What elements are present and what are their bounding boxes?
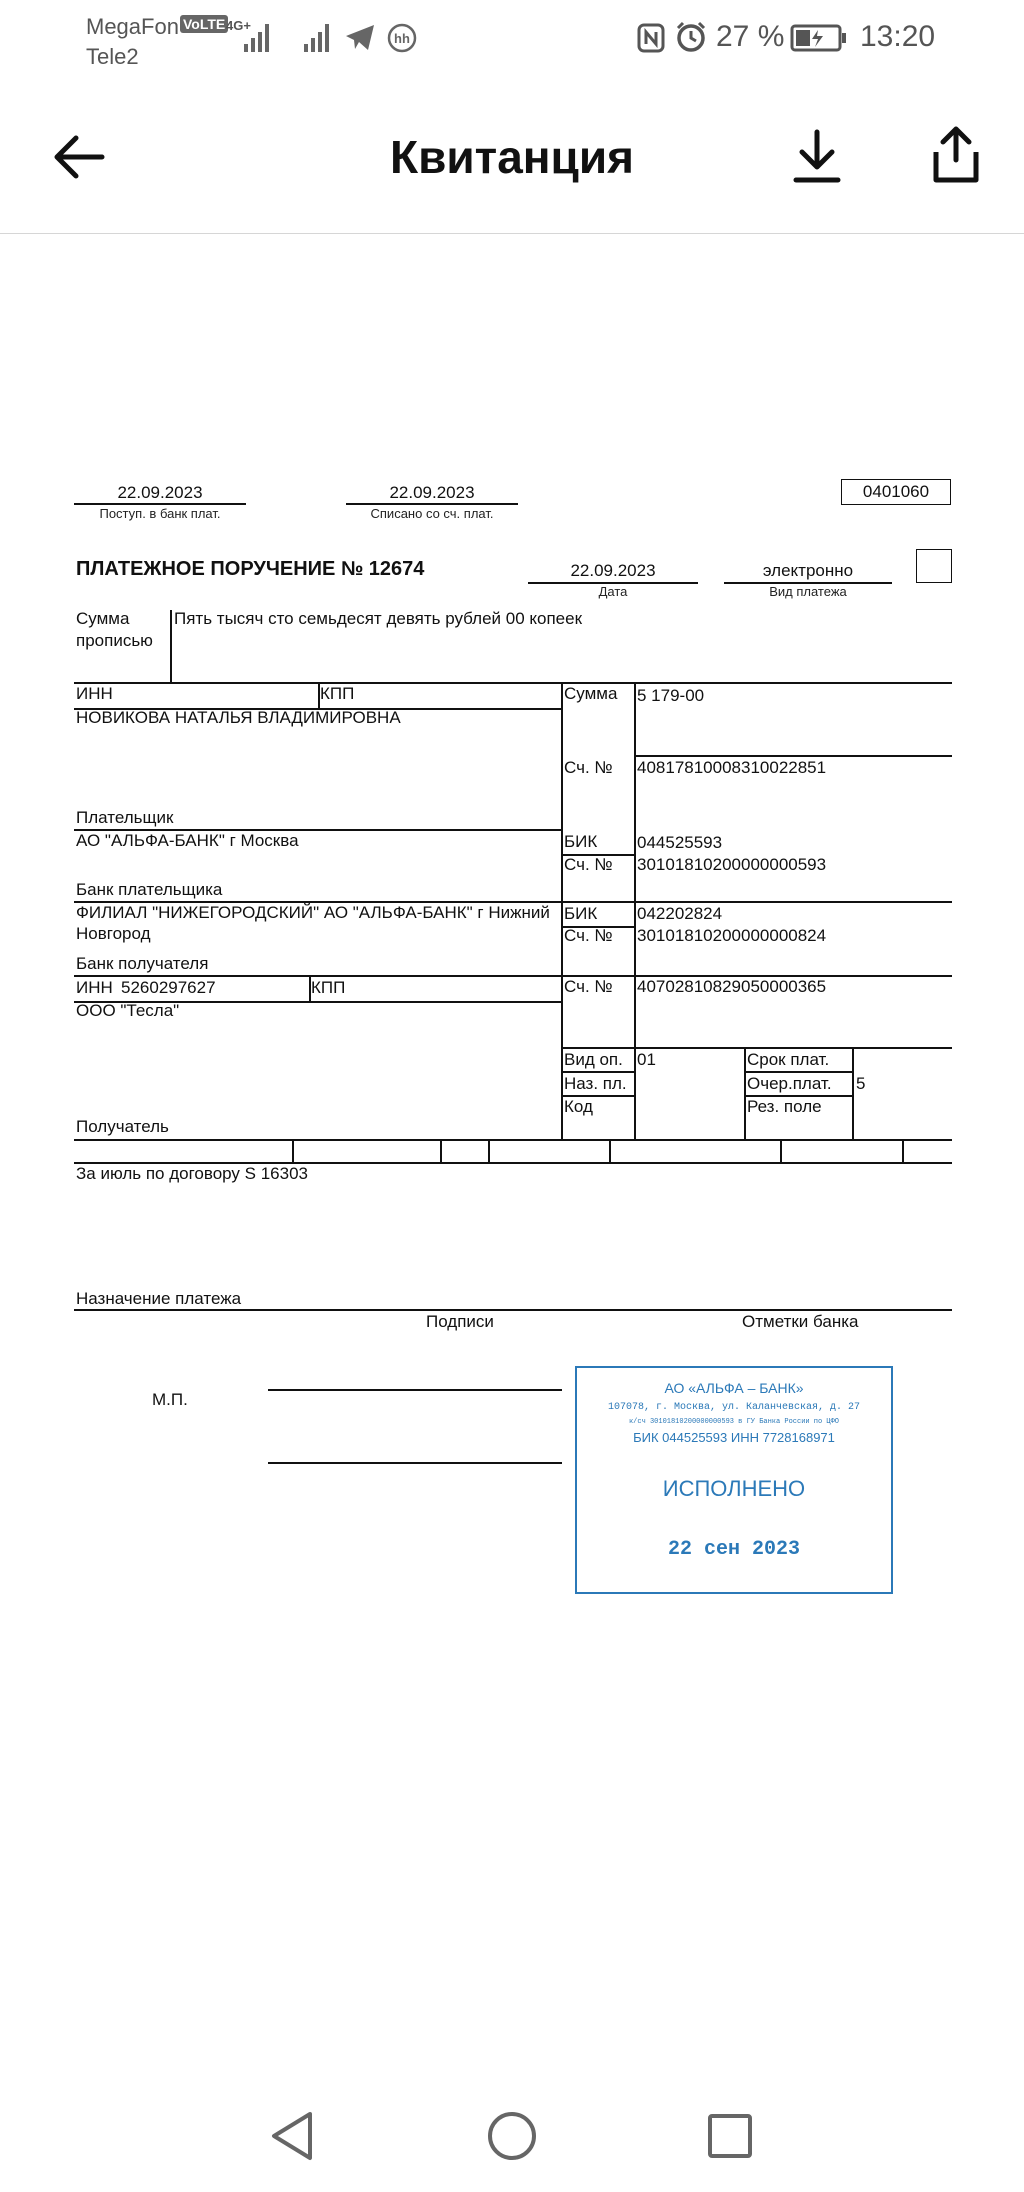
rule: [634, 755, 952, 757]
recipient-bank-account-label: Сч. №: [564, 926, 613, 945]
recipient-bank-account: 30101810200000000824: [637, 926, 827, 945]
recipient-account: 40702810829050000365: [637, 977, 827, 996]
recipient-bik: 042202824: [637, 904, 723, 923]
rule: [744, 1047, 746, 1139]
signature-line-1: [268, 1389, 562, 1391]
payer-bik-label: БИК: [564, 832, 598, 851]
seal-place-label: М.П.: [152, 1390, 188, 1409]
recipient-bank-line-1: ФИЛИАЛ "НИЖЕГОРОДСКИЙ" АО "АЛЬФА-БАНК" г Нижний: [76, 903, 550, 922]
payer-inn-label: ИНН: [76, 684, 113, 703]
recipient-inn: 5260297627: [121, 978, 216, 997]
rule: [74, 682, 952, 684]
stamp-bik-inn: БИК 044525593 ИНН 7728168971: [633, 1430, 835, 1445]
stamp-date: 22 сен 2023: [667, 1538, 801, 1561]
priority: 5: [856, 1074, 866, 1093]
document-title: ПЛАТЕЖНОЕ ПОРУЧЕНИЕ № 12674: [76, 558, 425, 580]
recipient-kpp-label: КПП: [311, 978, 346, 997]
payer-bik: 044525593: [637, 833, 723, 852]
payer-kpp-label: КПП: [320, 684, 355, 703]
reserve-label: Рез. поле: [747, 1097, 822, 1116]
rule: [561, 1047, 952, 1049]
payment-purpose-label: Назначение платежа: [76, 1289, 242, 1308]
op-type-label: Вид оп.: [564, 1050, 623, 1069]
payer-bank-label: Банк плательщика: [76, 880, 223, 899]
payer-bank-account-label: Сч. №: [564, 855, 613, 874]
recipient-bik-label: БИК: [564, 904, 598, 923]
rule: [852, 1047, 854, 1139]
recipient-bank-label: Банк получателя: [76, 954, 209, 973]
signature-line-2: [268, 1462, 562, 1464]
recipient-inn-label: ИНН: [76, 978, 113, 997]
rule: [488, 1139, 490, 1163]
sum-label: Сумма: [564, 684, 618, 703]
bank-stamp: [575, 1366, 893, 1594]
payer-bank-account: 30101810200000000593: [637, 855, 827, 874]
rule: [346, 503, 518, 505]
amount-words: Пять тысяч сто семьдесят девять рублей 00 копеек: [174, 609, 583, 628]
svg-text:hh: hh: [394, 31, 410, 46]
rule: [440, 1139, 442, 1163]
priority-label: Очер.плат.: [747, 1074, 832, 1093]
rule: [74, 503, 246, 505]
rule: [170, 610, 172, 682]
stamp-bank-name: АО «АЛЬФА – БАНК»: [664, 1380, 804, 1396]
rule: [609, 1139, 611, 1163]
carrier-name-2: Tele2: [86, 44, 139, 69]
document-date: 22.09.2023: [570, 561, 656, 580]
stamp-status: ИСПОЛНЕНО: [662, 1476, 806, 1501]
volte-badge: VoLTE: [180, 15, 228, 33]
page-title: Квитанция: [390, 131, 634, 183]
stamp-address: 107078, г. Москва, ул. Каланчевская, д. 27: [607, 1402, 861, 1413]
payer-account: 40817810008310022851: [637, 758, 827, 777]
amount-words-label-2: прописью: [76, 631, 153, 650]
document-date-label: Дата: [598, 584, 628, 599]
recipient-label: Получатель: [76, 1117, 169, 1136]
form-code: 0401060: [862, 482, 930, 501]
carrier-name-1: MegaFon: [86, 14, 179, 39]
date-received-label: Поступ. в банк плат.: [99, 506, 221, 521]
network-type: 4G+: [226, 18, 251, 33]
payer-label: Плательщик: [76, 808, 174, 827]
nav-recents-icon[interactable]: [706, 2112, 754, 2160]
rule: [292, 1139, 294, 1163]
checkbox-square: [916, 549, 952, 583]
payment-type: электронно: [762, 561, 854, 580]
rule: [74, 1309, 952, 1311]
purpose-code-label: Наз. пл.: [564, 1074, 627, 1093]
date-debited-label: Списано со сч. плат.: [370, 506, 494, 521]
payment-type-label: Вид платежа: [769, 584, 847, 599]
payer-name: НОВИКОВА НАТАЛЬЯ ВЛАДИМИРОВНА: [76, 708, 401, 727]
rule: [744, 1071, 853, 1073]
clock-time: 13:20: [860, 20, 936, 53]
rule: [561, 1071, 635, 1073]
bank-marks-label: Отметки банка: [742, 1312, 859, 1331]
battery-percent: 27 %: [716, 20, 785, 53]
recipient-bank-line-2: Новгород: [76, 924, 151, 943]
nav-back-icon[interactable]: [268, 2110, 316, 2162]
rule: [74, 1139, 952, 1141]
rule: [780, 1139, 782, 1163]
term-label: Срок плат.: [747, 1050, 830, 1069]
amount-words-label-1: Сумма: [76, 609, 130, 628]
payment-purpose: За июль по договору S 16303: [76, 1164, 308, 1183]
signatures-label: Подписи: [426, 1312, 494, 1331]
op-type: 01: [637, 1050, 656, 1069]
date-received: 22.09.2023: [117, 483, 203, 502]
nav-home-icon[interactable]: [486, 2110, 538, 2162]
date-debited: 22.09.2023: [389, 483, 475, 502]
payer-account-label: Сч. №: [564, 758, 613, 777]
rule: [902, 1139, 904, 1163]
stamp-corr-account: к/сч 30101810200000000593 в ГУ Банка России по ЦФО: [628, 1418, 840, 1426]
recipient-account-label: Сч. №: [564, 977, 613, 996]
recipient-name: ООО "Тесла": [76, 1001, 180, 1020]
sum-value: 5 179-00: [637, 686, 705, 705]
code-label: Код: [564, 1097, 593, 1116]
payer-bank: АО "АЛЬФА-БАНК" г Москва: [76, 831, 299, 850]
